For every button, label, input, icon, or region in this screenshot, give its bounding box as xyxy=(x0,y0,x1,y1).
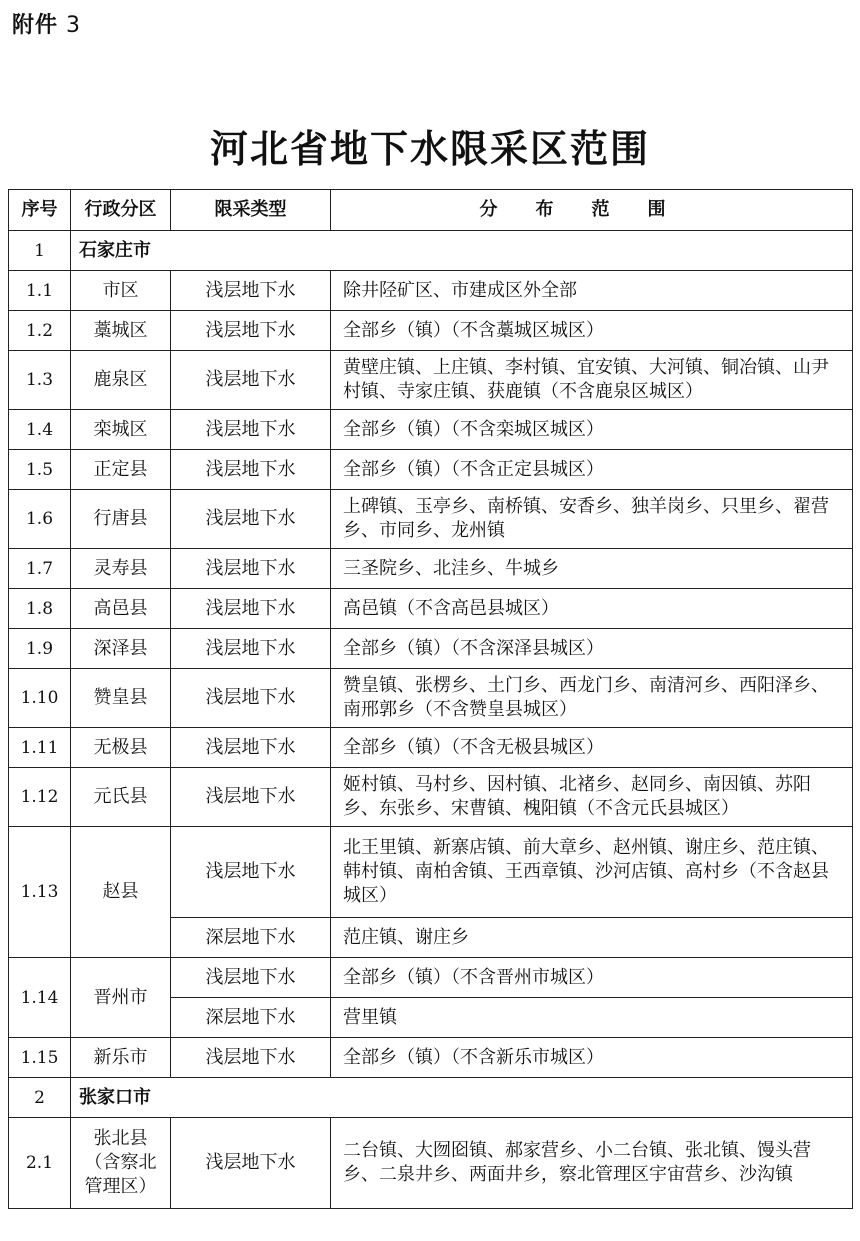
row-type: 浅层地下水 xyxy=(171,549,331,589)
table-row xyxy=(9,669,853,728)
row-region: 栾城区 xyxy=(71,410,171,450)
section-row xyxy=(9,1078,853,1118)
row-scope-deep: 范庄镇、谢庄乡 xyxy=(331,918,853,958)
row-region: 张北县（含察北管理区） xyxy=(71,1118,171,1209)
row-no: 1.6 xyxy=(9,490,71,549)
table-row xyxy=(9,351,853,410)
table-row xyxy=(9,1118,853,1209)
row-no: 1.9 xyxy=(9,629,71,669)
section-no: 2 xyxy=(9,1078,71,1118)
attachment-number: 3 xyxy=(66,13,82,38)
row-region: 鹿泉区 xyxy=(71,351,171,410)
col-header-region: 行政分区 xyxy=(71,190,171,231)
row-region: 赵县 xyxy=(71,827,171,958)
row-type: 浅层地下水 xyxy=(171,629,331,669)
table-row xyxy=(9,629,853,669)
row-type-deep: 深层地下水 xyxy=(171,998,331,1038)
row-no: 1.11 xyxy=(9,728,71,768)
row-scope: 姬村镇、马村乡、因村镇、北褚乡、赵同乡、南因镇、苏阳乡、东张乡、宋曹镇、槐阳镇（不含元氏县城区） xyxy=(331,768,853,827)
table-row xyxy=(9,549,853,589)
row-scope: 除井陉矿区、市建成区外全部 xyxy=(331,271,853,311)
row-region: 无极县 xyxy=(71,728,171,768)
row-scope: 赞皇镇、张楞乡、土门乡、西龙门乡、南清河乡、西阳泽乡、南邢郭乡（不含赞皇县城区） xyxy=(331,669,853,728)
row-region: 灵寿县 xyxy=(71,549,171,589)
row-scope: 全部乡（镇）（不含栾城区城区） xyxy=(331,410,853,450)
row-type: 浅层地下水 xyxy=(171,768,331,827)
row-no: 1.5 xyxy=(9,450,71,490)
table-row xyxy=(9,490,853,549)
row-region: 正定县 xyxy=(71,450,171,490)
section-row xyxy=(9,231,853,271)
table-row xyxy=(9,450,853,490)
row-region: 元氏县 xyxy=(71,768,171,827)
row-type: 浅层地下水 xyxy=(171,351,331,410)
row-no: 1.4 xyxy=(9,410,71,450)
row-scope: 全部乡（镇）（不含藁城区城区） xyxy=(331,311,853,351)
row-type: 浅层地下水 xyxy=(171,271,331,311)
row-no: 1.12 xyxy=(9,768,71,827)
table-row xyxy=(9,271,853,311)
table-row xyxy=(9,311,853,351)
table-row xyxy=(9,827,853,918)
row-region: 晋州市 xyxy=(71,958,171,1038)
row-no: 1.13 xyxy=(9,827,71,958)
row-scope: 全部乡（镇）（不含正定县城区） xyxy=(331,450,853,490)
row-type: 浅层地下水 xyxy=(171,490,331,549)
row-type: 浅层地下水 xyxy=(171,669,331,728)
row-type: 浅层地下水 xyxy=(171,958,331,998)
row-scope: 全部乡（镇）（不含新乐市城区） xyxy=(331,1038,853,1078)
row-type: 浅层地下水 xyxy=(171,728,331,768)
col-header-scope: 分布范围 xyxy=(331,190,853,231)
table-row xyxy=(9,1038,853,1078)
row-scope: 全部乡（镇）（不含晋州市城区） xyxy=(331,958,853,998)
table-row xyxy=(9,410,853,450)
table-row xyxy=(9,728,853,768)
row-scope-deep: 营里镇 xyxy=(331,998,853,1038)
row-no: 1.7 xyxy=(9,549,71,589)
table-row xyxy=(9,958,853,998)
section-name: 张家口市 xyxy=(71,1078,853,1118)
attachment-label xyxy=(12,8,81,39)
row-no: 1.15 xyxy=(9,1038,71,1078)
col-header-type: 限采类型 xyxy=(171,190,331,231)
col-header-no: 序号 xyxy=(9,190,71,231)
row-region: 市区 xyxy=(71,271,171,311)
page-title: 河北省地下水限采区范围 xyxy=(209,126,650,171)
section-name: 石家庄市 xyxy=(71,231,853,271)
row-no: 1.10 xyxy=(9,669,71,728)
row-scope: 全部乡（镇）（不含无极县城区） xyxy=(331,728,853,768)
row-type: 浅层地下水 xyxy=(171,311,331,351)
row-scope: 三圣院乡、北洼乡、牛城乡 xyxy=(331,549,853,589)
row-no: 1.2 xyxy=(9,311,71,351)
row-scope: 二台镇、大囫囵镇、郝家营乡、小二台镇、张北镇、馒头营乡、二泉井乡、两面井乡，察北管理区宇宙营乡、沙沟镇 xyxy=(331,1118,853,1209)
row-no: 1.1 xyxy=(9,271,71,311)
row-type: 浅层地下水 xyxy=(171,1038,331,1078)
restriction-table xyxy=(8,189,853,1209)
row-no: 1.8 xyxy=(9,589,71,629)
row-no: 1.14 xyxy=(9,958,71,1038)
row-region: 藁城区 xyxy=(71,311,171,351)
row-no: 1.3 xyxy=(9,351,71,410)
row-scope: 高邑镇（不含高邑县城区） xyxy=(331,589,853,629)
row-type-deep: 深层地下水 xyxy=(171,918,331,958)
row-region: 赞皇县 xyxy=(71,669,171,728)
table-row xyxy=(9,768,853,827)
row-scope: 全部乡（镇）（不含深泽县城区） xyxy=(331,629,853,669)
row-no: 2.1 xyxy=(9,1118,71,1209)
row-region: 深泽县 xyxy=(71,629,171,669)
row-scope: 北王里镇、新寨店镇、前大章乡、赵州镇、谢庄乡、范庄镇、韩村镇、南柏舍镇、王西章镇、沙河店镇、高村乡（不含赵县城区） xyxy=(331,827,853,918)
row-scope: 黄壁庄镇、上庄镇、李村镇、宜安镇、大河镇、铜冶镇、山尹村镇、寺家庄镇、获鹿镇（不含鹿泉区城区） xyxy=(331,351,853,410)
row-type: 浅层地下水 xyxy=(171,827,331,918)
row-type: 浅层地下水 xyxy=(171,450,331,490)
attachment-prefix: 附件 xyxy=(12,13,59,38)
row-type: 浅层地下水 xyxy=(171,589,331,629)
table-row xyxy=(9,589,853,629)
row-region: 行唐县 xyxy=(71,490,171,549)
table-header-row xyxy=(9,190,853,231)
row-type: 浅层地下水 xyxy=(171,410,331,450)
row-region: 新乐市 xyxy=(71,1038,171,1078)
section-no: 1 xyxy=(9,231,71,271)
row-region: 高邑县 xyxy=(71,589,171,629)
row-type: 浅层地下水 xyxy=(171,1118,331,1209)
row-scope: 上碑镇、玉亭乡、南桥镇、安香乡、独羊岗乡、只里乡、翟营乡、市同乡、龙州镇 xyxy=(331,490,853,549)
